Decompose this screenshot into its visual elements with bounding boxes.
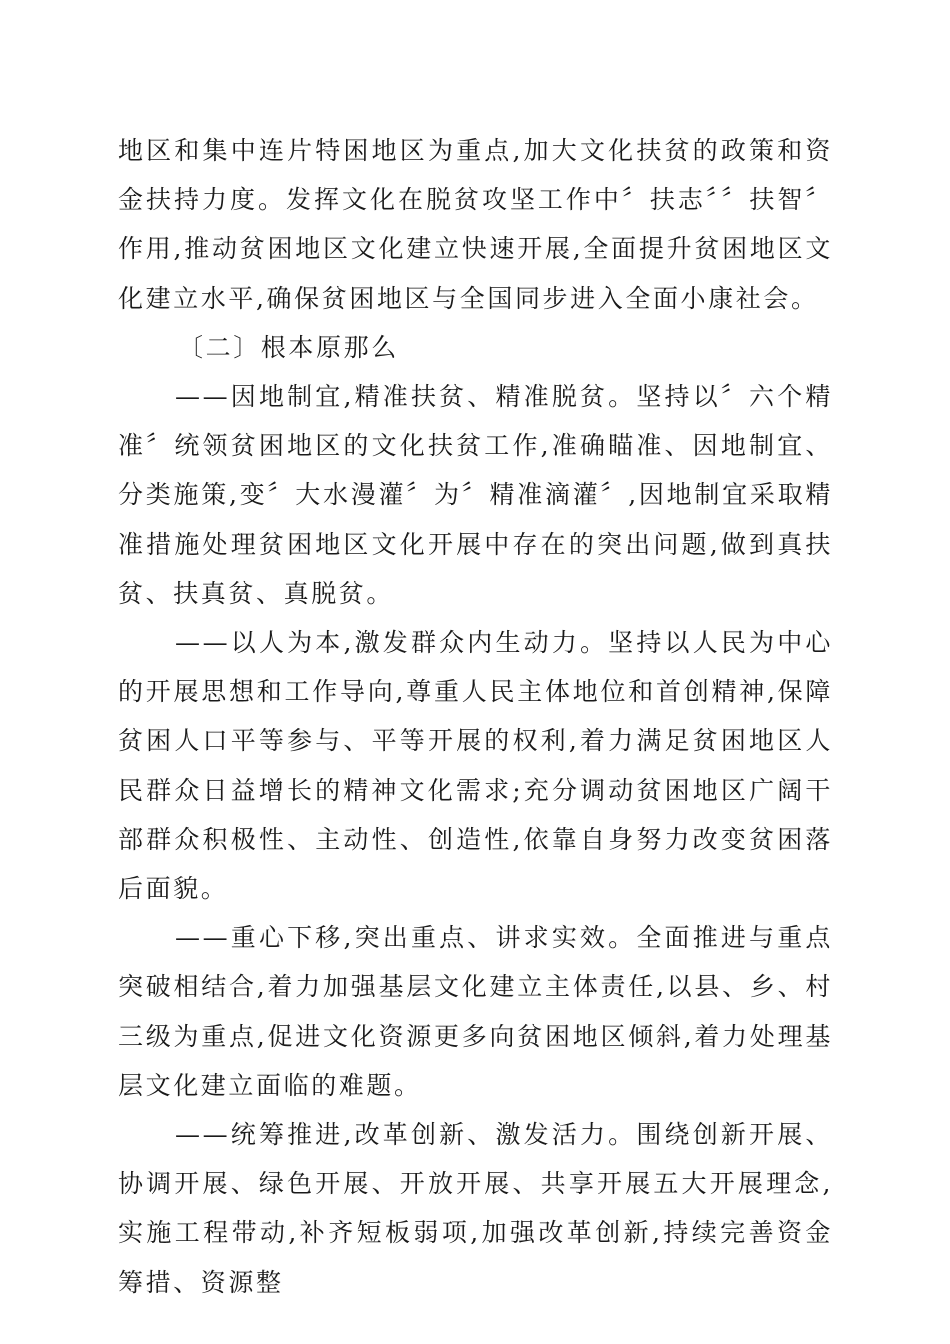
section-heading-basic-principles: 〔二〕根本原那么 bbox=[178, 332, 399, 362]
paragraph-goal-continuation: 地区和集中连片特困地区为重点,加大文化扶贫的政策和资金扶持力度。发挥文化在脱贫攻坚工作中〞扶志〞〞扶智〞作用,推动贫困地区文化建立快速开展,全面提升贫困地区文化建立水平,确保贫困地区与全国同步进入全面小康社会。 bbox=[118, 136, 833, 313]
paragraph-principle-precision: ——因地制宜,精准扶贫、精准脱贫。坚持以〞六个精准〞统领贫困地区的文化扶贫工作,准确瞄准、因地制宜、分类施策,变〞大水漫灌〞为〞精准滴灌〞,因地制宜采取精准措施处理贫困地区文化开展中存在的突出问题,做到真扶贫、扶真贫、真脱贫。 bbox=[118, 382, 833, 608]
document-body bbox=[118, 126, 833, 1307]
paragraph-principle-focus-grassroots: ——重心下移,突出重点、讲求实效。全面推进与重点突破相结合,着力加强基层文化建立主体责任,以县、乡、村三级为重点,促进文化资源更多向贫困地区倾斜,着力处理基层文化建立面临的难题。 bbox=[118, 923, 833, 1100]
paragraph-principle-people-oriented: ——以人为本,激发群众内生动力。坚持以人民为中心的开展思想和工作导向,尊重人民主体地位和首创精神,保障贫困人口平等参与、平等开展的权利,着力满足贫困地区人民群众日益增长的精神文化需求;充分调动贫困地区广阔干部群众积极性、主动性、创造性,依靠自身努力改变贫困落后面貌。 bbox=[118, 628, 833, 904]
paragraph-principle-reform-innovation: ——统筹推进,改革创新、激发活力。围绕创新开展、协调开展、绿色开展、开放开展、共享开展五大开展理念,实施工程带动,补齐短板弱项,加强改革创新,持续完善资金筹措、资源整 bbox=[118, 1120, 833, 1297]
